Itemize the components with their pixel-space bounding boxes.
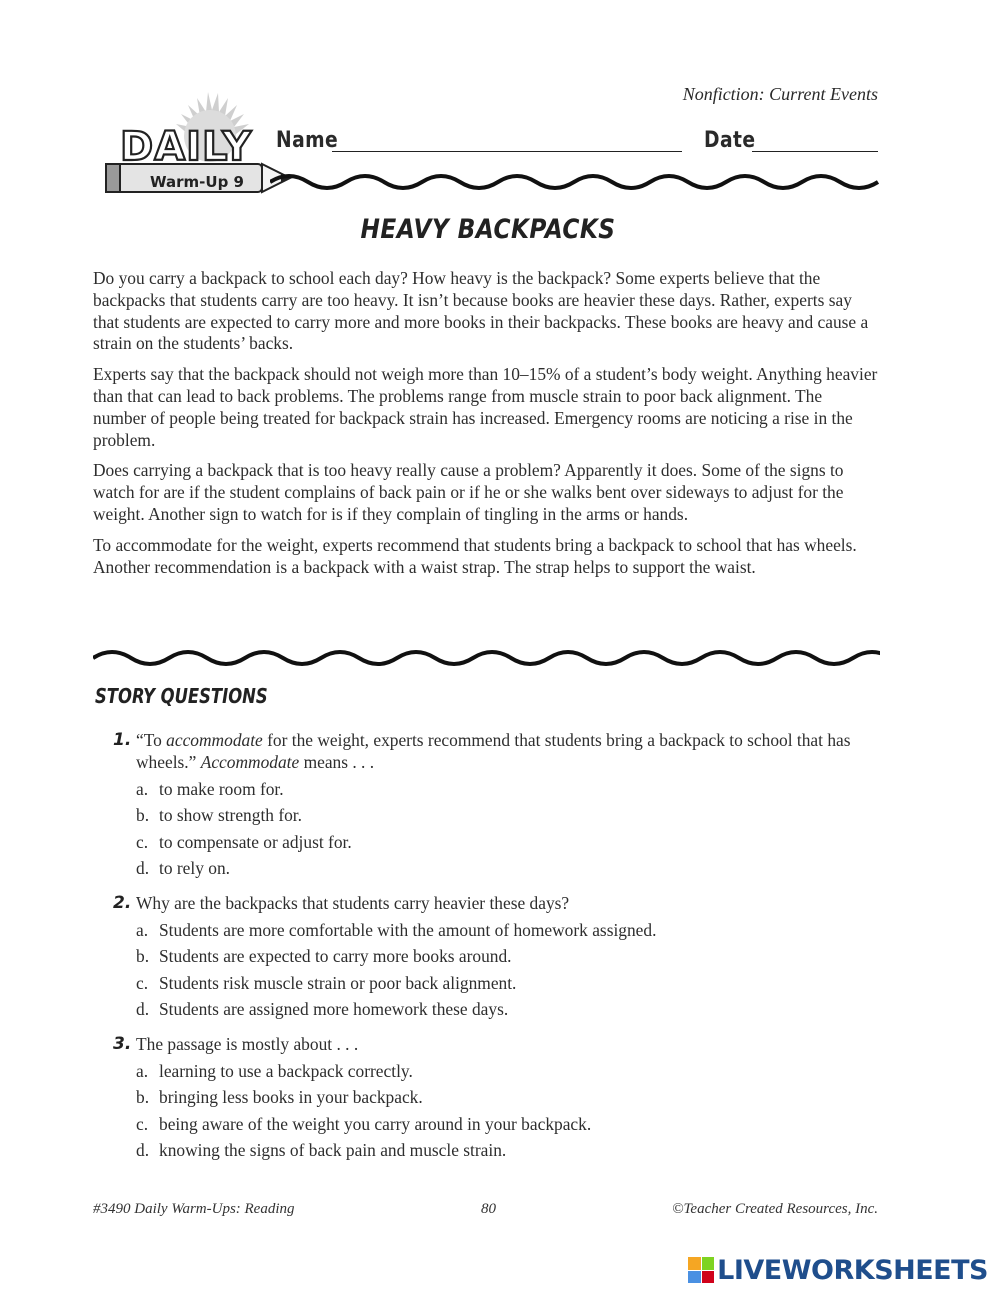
warmup-number: Warm-Up 9 [150,173,244,191]
name-label: Name [276,128,339,153]
answer-option[interactable]: c. to compensate or adjust for. [136,831,352,852]
question-number: 2. [113,893,132,913]
answer-options [136,920,873,1026]
daily-warmup-logo [98,88,298,203]
wavy-divider-top [270,168,880,192]
answer-options [136,1061,873,1167]
question-1 [113,730,873,885]
answer-option[interactable]: c. Students risk muscle strain or poor back alignment. [136,972,517,993]
question-text: Why are the backpacks that students carry heavier these days? [136,893,570,913]
logo-tile [702,1257,715,1270]
logo-tile [688,1257,701,1270]
answer-option[interactable]: d. knowing the signs of back pain and muscle strain. [136,1140,507,1161]
logo-tile [702,1271,715,1284]
question-number: 3. [113,1034,132,1054]
question-text: The passage is mostly about . . . [136,1034,359,1054]
question-2 [113,893,873,1026]
footer-book-title: #3490 Daily Warm-Ups: Reading [93,1201,295,1217]
category-label: Nonfiction: Current Events [682,84,878,104]
passage-paragraph: Experts say that the backpack should not weigh more than 10–15% of a student’s body weight. Anything heavier than that can lead to back problems. The problems range from muscle strain to poor back alignment. The number of people being treated for backpack strain has increased. Emergency rooms are noticing a rise in the problem. [93,364,878,450]
footer-copyright: ©Teacher Created Resources, Inc. [672,1201,878,1217]
passage-paragraph: To accommodate for the weight, experts recommend that students bring a backpack to school that has wheels. Another recommendation is a backpack with a waist strap. The strap helps to support the waist. [93,534,857,577]
liveworksheets-logo-icon [688,1257,714,1283]
liveworksheets-text: LIVEWORKSHEETS [717,1254,988,1286]
question-text: “To accommodate for the weight, experts recommend that students bring a backpack to school that has wheels.” Accommodate means . . . [136,730,851,772]
section-title: STORY QUESTIONS [95,684,268,708]
story-title: HEAVY BACKPACKS [360,214,616,245]
liveworksheets-watermark [688,1252,988,1288]
date-label: Date [704,128,756,153]
question-3 [113,1034,873,1167]
answer-option[interactable]: a. to make room for. [136,778,284,799]
footer-page-number: 80 [481,1201,496,1217]
answer-option[interactable]: b. to show strength for. [136,805,302,826]
answer-option[interactable]: b. Students are expected to carry more books around. [136,946,512,967]
question-number: 1. [113,730,132,750]
wavy-divider-middle [93,646,880,670]
logo-tile [688,1271,701,1284]
answer-option[interactable]: d. Students are assigned more homework these days. [136,999,509,1020]
answer-options [136,779,873,885]
daily-word: DAILY [120,124,253,170]
answer-option[interactable]: a. learning to use a backpack correctly. [136,1060,413,1081]
answer-option[interactable]: d. to rely on. [136,858,230,879]
name-field[interactable] [332,151,682,152]
date-field[interactable] [752,151,878,152]
passage-paragraph: Do you carry a backpack to school each day? How heavy is the backpack? Some experts believe that the backpacks that students carry are too heavy. It isn’t because books are heavier these days. Rather, experts say that students are expected to carry more and more books in their backpacks. These books are heavy and cause a strain on the students’ backs. [93,268,869,354]
answer-option[interactable]: a. Students are more comfortable with the amount of homework assigned. [136,919,657,940]
answer-option[interactable]: c. being aware of the weight you carry around in your backpack. [136,1113,592,1134]
passage [93,268,878,587]
answer-option[interactable]: b. bringing less books in your backpack. [136,1087,423,1108]
passage-paragraph: Does carrying a backpack that is too heavy really cause a problem? Apparently it does. Some of the signs to watch for are if the student complains of back pain or if he or she walks bent over sideways to adjust for the weight. Another sign to watch for is if they complain of tingling in the arms or hands. [93,460,844,524]
